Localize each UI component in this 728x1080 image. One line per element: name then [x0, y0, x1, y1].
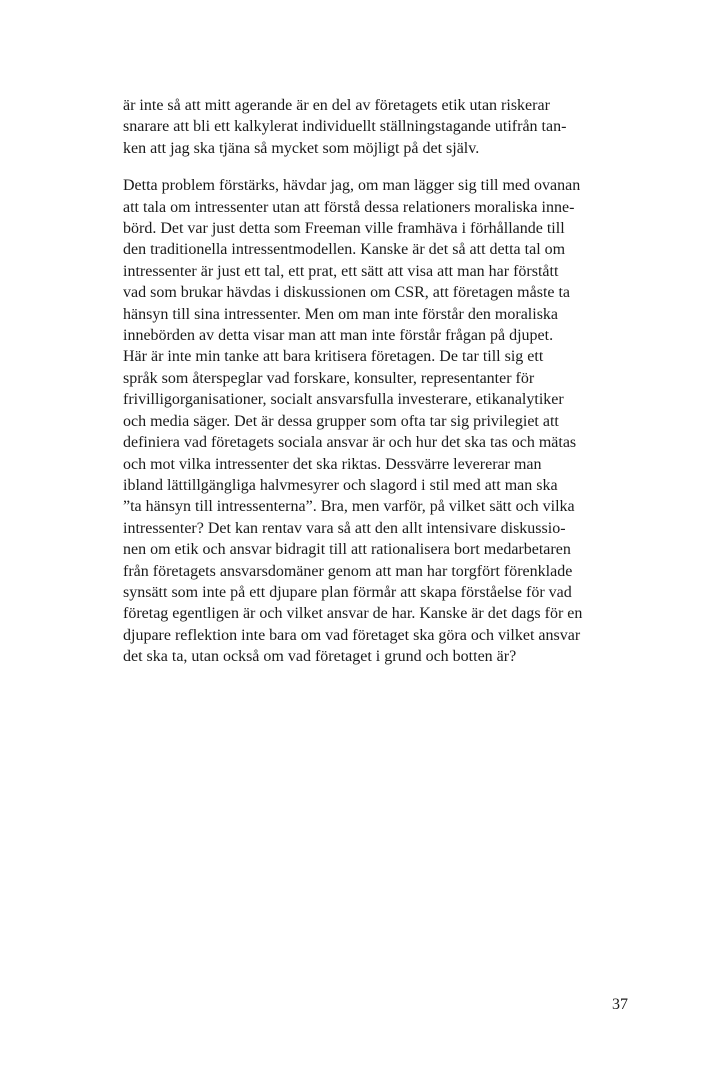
text-line: företag egentligen är och vilket ansvar de har. Kanske är det dags för en [123, 605, 583, 623]
text-line: snarare att bli ett kalkylerat individuellt ställningstagande utifrån tan- [123, 118, 567, 136]
text-line: ”ta hänsyn till intressenterna”. Bra, men varför, på vilket sätt och vilka [123, 498, 575, 516]
paragraph-2 [123, 175, 623, 667]
text-line: från företagets ansvarsdomäner genom att man har torgfört förenklade [123, 562, 573, 580]
text-line: den traditionella intressentmodellen. Kanske är det så att detta tal om [123, 241, 566, 259]
text-line: det ska ta, utan också om vad företaget i grund och botten är? [123, 648, 517, 666]
text-line: djupare reflektion inte bara om vad företaget ska göra och vilket ansvar [123, 626, 581, 644]
text-line: är inte så att mitt agerande är en del av företagets etik utan riskerar [123, 97, 550, 114]
page-body [123, 95, 623, 668]
text-line: att tala om intressenter utan att förstå dessa relationers moraliska inne- [123, 198, 575, 216]
text-line: hänsyn till sina intressenter. Men om man inte förstår den moraliska [123, 305, 559, 323]
text-line: intressenter? Det kan rentav vara så att den allt intensivare diskussio- [123, 519, 566, 537]
page-number: 37 [612, 996, 628, 1013]
text-line: synsätt som inte på ett djupare plan förmår att skapa förståelse för vad [123, 583, 572, 601]
text-line: ibland lättillgängliga halvmesyrer och slagord i stil med att man ska [123, 476, 558, 494]
text-line: intressenter är just ett tal, ett prat, ett sätt att visa att man har förstått [123, 262, 559, 280]
text-line: vad som brukar hävdas i diskussionen om CSR, att företagen måste ta [123, 284, 571, 302]
text-line: ken att jag ska tjäna så mycket som möjligt på det själv. [123, 139, 480, 157]
text-line: och media säger. Det är dessa grupper som ofta tar sig privilegiet att [123, 412, 559, 430]
text-line: innebörden av detta visar man att man inte förstår frågan på djupet. [123, 327, 554, 345]
text-line: definiera vad företagets sociala ansvar är och hur det ska tas och mätas [123, 434, 577, 452]
text-line: nen om etik och ansvar bidragit till att rationalisera bort medarbetaren [123, 541, 571, 559]
text-line: frivilligorganisationer, socialt ansvarsfulla investerare, etikanalytiker [123, 391, 564, 409]
text-line: språk som återspeglar vad forskare, konsulter, representanter för [123, 369, 535, 387]
text-line: Detta problem förstärks, hävdar jag, om man lägger sig till med ovanan [123, 177, 581, 195]
text-line: Här är inte min tanke att bara kritisera företagen. De tar till sig ett [123, 348, 544, 366]
text-line: börd. Det var just detta som Freeman ville framhäva i förhållande till [123, 220, 565, 238]
paragraph-1 [123, 95, 623, 159]
text-line: och mot vilka intressenter det ska riktas. Dessvärre levererar man [123, 455, 542, 473]
